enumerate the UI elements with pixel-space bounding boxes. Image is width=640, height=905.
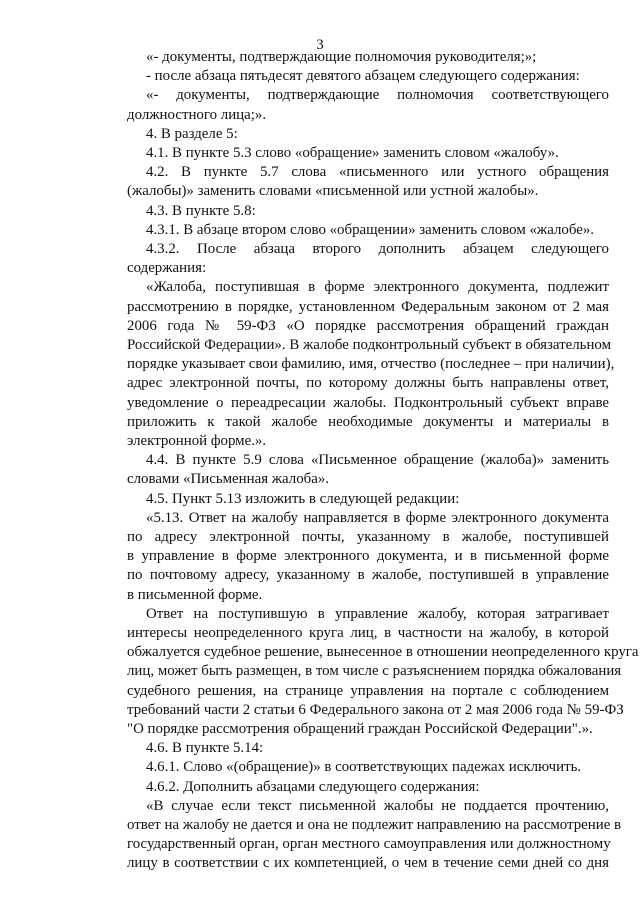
text-line: «В случае если текст письменной жалобы не поддается прочтению,	[146, 797, 609, 814]
text-line: обжалуется судебное решение, вынесенное в отношении неопределенного круга	[127, 644, 639, 661]
text-line: 2006 года № 59-ФЗ «О порядке рассмотрения обращений граждан	[127, 317, 609, 334]
text-line: "О порядке рассмотрения обращений граждан Российской Федерации".».	[127, 721, 593, 737]
text-line: приложить к такой жалобе необходимые документы и материалы в	[127, 413, 609, 430]
text-line: интересы неопределенного круга лиц, в частности на жалобу, в которой	[127, 625, 609, 641]
text-line: должностного лица;».	[127, 106, 267, 123]
text-line: по почтовому адресу, указанному в жалобе, поступившей в управление	[127, 567, 609, 584]
text-line: по адресу электронной почты, указанному в жалобе, поступившей	[127, 529, 609, 545]
text-line: (жалобы)» заменить словами «письменной или устной жалобы».	[127, 183, 539, 200]
text-line: Ответ на поступившую в управление жалобу, которая затрагивает	[146, 605, 609, 622]
text-line: рассмотрению в порядке, установленном Федеральным законом от 2 мая	[127, 298, 609, 315]
text-line: 4.1. В пункте 5.3 слово «обращение» заменить словом «жалобу».	[146, 145, 559, 161]
text-line: содержания:	[127, 260, 207, 277]
text-line: ответ на жалобу не дается и она не подлежит направлению на рассмотрение в	[127, 817, 622, 833]
text-line: уведомление о переадресации жалобы. Подконтрольный субъект вправе	[127, 394, 609, 411]
text-line: лиц, может быть размещен, в том числе с разъяснением порядка обжалования	[127, 663, 622, 680]
text-line: «- документы, подтверждающие полномочия руководителя;»;	[146, 49, 537, 65]
text-line: государственный орган, орган местного самоуправления или должностному	[127, 836, 611, 853]
text-line: электронной форме.».	[127, 433, 267, 449]
page-number: 3	[316, 37, 324, 53]
text-line: 4. В разделе 5:	[146, 125, 238, 142]
text-line: 4.5. Пункт 5.13 изложить в следующей редакции:	[146, 490, 460, 507]
text-line: 4.6.1. Слово «(обращение)» в соответствующих падежах исключить.	[146, 759, 582, 776]
text-line: 4.3.2. После абзаца второго дополнить абзацем следующего	[146, 241, 609, 257]
text-line: 4.3.1. В абзаце втором слово «обращении» заменить словом «жалобе».	[146, 221, 594, 238]
text-line: словами «Письменная жалоба».	[127, 471, 330, 488]
text-line: 4.6. В пункте 5.14:	[146, 740, 264, 757]
text-line: в управление в форме электронного документа, и в письменной форме	[127, 548, 609, 565]
text-line: 4.6.2. Дополнить абзацами следующего содержания:	[146, 778, 480, 795]
text-line: требований части 2 статьи 6 Федерального закона от 2 мая 2006 года № 59-ФЗ	[127, 701, 624, 718]
text-line: «Жалоба, поступившая в форме электронного документа, подлежит	[146, 279, 609, 296]
text-line: «- документы, подтверждающие полномочия соответствующего	[146, 87, 609, 104]
text-line: 4.2. В пункте 5.7 слова «письменного или устного обращения	[146, 164, 609, 181]
text-line: «5.13. Ответ на жалобу направляется в форме электронного документа	[146, 509, 609, 526]
text-line: - после абзаца пятьдесят девятого абзацем следующего содержания:	[146, 68, 580, 85]
text-line: судебного решения, на странице управления на портале с соблюдением	[127, 682, 609, 699]
text-line: порядке указывает свои фамилию, имя, отчество (последнее – при наличии),	[127, 356, 615, 373]
text-line: 4.4. В пункте 5.9 слова «Письменное обращение (жалоба)» заменить	[146, 452, 609, 469]
text-line: Российской Федерации». В жалобе подконтрольный субъект в обязательном	[127, 337, 612, 353]
text-line: в письменной форме.	[127, 586, 263, 603]
text-line: 4.3. В пункте 5.8:	[146, 202, 256, 219]
text-line: лицу в соответствии с их компетенцией, о чем в течение семи дней со дня	[127, 855, 609, 872]
text-line: адрес электронной почты, по которому должны быть направлены ответ,	[127, 375, 609, 392]
